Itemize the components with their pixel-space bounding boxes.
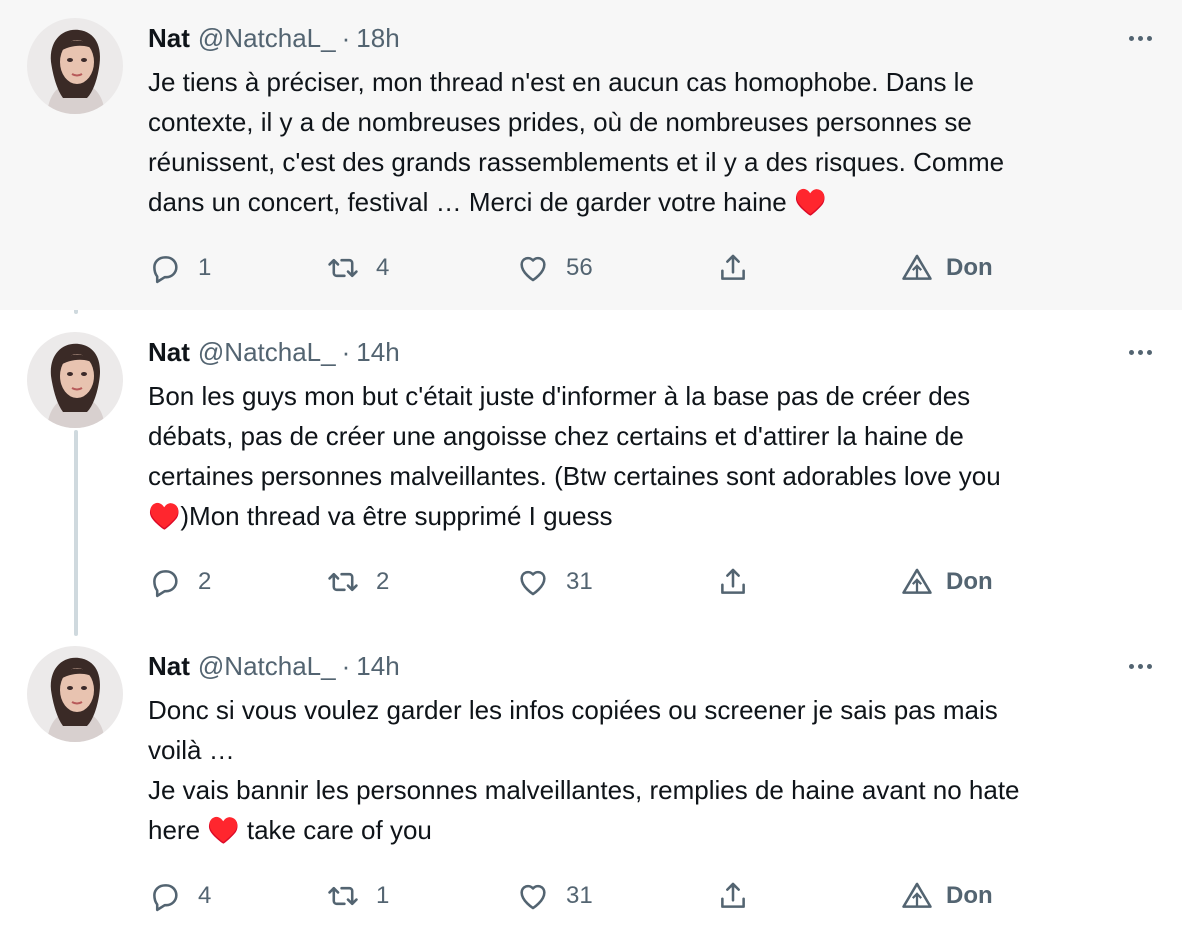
heart-emoji: ♥️: [207, 815, 240, 845]
tweet-text-line: Je vais bannir les personnes malveillantes, remplies de haine avant no hate: [148, 775, 1020, 805]
more-options-button[interactable]: [1120, 26, 1160, 50]
analytics-label: Don: [946, 882, 993, 909]
user-handle[interactable]: @NatchaL_: [197, 337, 336, 367]
share-icon: [716, 565, 750, 599]
share-icon: [716, 251, 750, 285]
more-options-button[interactable]: [1120, 654, 1160, 678]
display-name[interactable]: Nat: [148, 337, 190, 367]
reply-count: 4: [198, 882, 212, 909]
more-options-button[interactable]: [1120, 340, 1160, 364]
heart-emoji: ♥️: [148, 501, 181, 531]
share-button[interactable]: [716, 562, 750, 602]
tweet-text-line: voilà …: [148, 735, 235, 765]
tweet-actions: [148, 876, 1028, 916]
tweet-actions: [148, 562, 1028, 602]
analytics-label: Don: [946, 568, 993, 595]
tweet[interactable]: [0, 0, 1182, 310]
timestamp[interactable]: 14h: [356, 651, 400, 681]
share-icon: [716, 879, 750, 913]
separator: ·: [341, 337, 351, 367]
tweet[interactable]: [0, 310, 1182, 624]
reply-button[interactable]: [148, 562, 211, 602]
separator: ·: [341, 23, 351, 53]
tweet-text-line: Je tiens à préciser, mon thread n'est en aucun cas homophobe. Dans le: [148, 67, 974, 97]
tweet-header: [148, 336, 400, 368]
more-dot: [1147, 664, 1152, 669]
analytics-button[interactable]: [900, 248, 993, 288]
share-button[interactable]: [716, 248, 750, 288]
reply-count: 1: [198, 254, 212, 281]
tweet-text: [148, 62, 1168, 222]
analytics-label: Don: [946, 254, 993, 281]
like-count: 31: [566, 568, 593, 595]
more-dot: [1147, 350, 1152, 355]
tweet-text-line: réunissent, c'est des grands rassemblements et il y a des risques. Comme: [148, 147, 1005, 177]
more-horizontal-icon: [1129, 664, 1134, 669]
share-button[interactable]: [716, 876, 750, 916]
retweet-button[interactable]: [326, 876, 389, 916]
retweet-count: 1: [376, 882, 390, 909]
reply-icon: [148, 565, 182, 599]
more-dot: [1138, 664, 1143, 669]
more-dot: [1147, 36, 1152, 41]
tweet-text: [148, 690, 1168, 850]
analytics-button[interactable]: [900, 562, 993, 602]
timestamp[interactable]: 14h: [356, 337, 400, 367]
reply-button[interactable]: [148, 876, 211, 916]
retweet-count: 2: [376, 568, 390, 595]
tweet-header: [148, 22, 400, 54]
heart-icon: [516, 879, 550, 913]
tweet-text-line: here ♥️ take care of you: [148, 815, 432, 845]
tweet-text-line: débats, pas de créer une angoisse chez certains et d'attirer la haine de: [148, 421, 964, 451]
display-name[interactable]: Nat: [148, 23, 190, 53]
like-count: 31: [566, 882, 593, 909]
avatar[interactable]: [27, 332, 123, 428]
reply-icon: [148, 879, 182, 913]
tweet-text-line: Donc si vous voulez garder les infos copiées ou screener je sais pas mais: [148, 695, 998, 725]
tweet-text-line: certaines personnes malveillantes. (Btw certaines sont adorables love you: [148, 461, 1001, 491]
user-handle[interactable]: @NatchaL_: [197, 651, 336, 681]
tweet-text-line: ♥️)Mon thread va être supprimé I guess: [148, 501, 613, 531]
tweet-header: [148, 650, 400, 682]
avatar[interactable]: [27, 646, 123, 742]
reply-button[interactable]: [148, 248, 211, 288]
analytics-icon: [900, 879, 934, 913]
analytics-button[interactable]: [900, 876, 993, 916]
like-button[interactable]: [516, 562, 593, 602]
tweet-text-line: dans un concert, festival … Merci de garder votre haine ♥️: [148, 187, 827, 217]
like-button[interactable]: [516, 248, 593, 288]
tweet-actions: [148, 248, 1028, 288]
separator: ·: [341, 651, 351, 681]
more-dot: [1138, 350, 1143, 355]
like-button[interactable]: [516, 876, 593, 916]
more-dot: [1138, 36, 1143, 41]
retweet-button[interactable]: [326, 248, 389, 288]
retweet-icon: [326, 879, 360, 913]
retweet-count: 4: [376, 254, 390, 281]
tweet-text-line: contexte, il y a de nombreuses prides, où de nombreuses personnes se: [148, 107, 972, 137]
display-name[interactable]: Nat: [148, 651, 190, 681]
more-horizontal-icon: [1129, 350, 1134, 355]
heart-icon: [516, 251, 550, 285]
tweet-text-line: Bon les guys mon but c'était juste d'informer à la base pas de créer des: [148, 381, 971, 411]
reply-count: 2: [198, 568, 212, 595]
timestamp[interactable]: 18h: [356, 23, 400, 53]
user-handle[interactable]: @NatchaL_: [197, 23, 336, 53]
more-horizontal-icon: [1129, 36, 1134, 41]
heart-icon: [516, 565, 550, 599]
tweet-text: [148, 376, 1168, 536]
retweet-icon: [326, 565, 360, 599]
analytics-icon: [900, 565, 934, 599]
analytics-icon: [900, 251, 934, 285]
reply-icon: [148, 251, 182, 285]
retweet-icon: [326, 251, 360, 285]
retweet-button[interactable]: [326, 562, 389, 602]
avatar[interactable]: [27, 18, 123, 114]
like-count: 56: [566, 254, 593, 281]
tweet[interactable]: [0, 624, 1182, 948]
heart-emoji: ♥️: [794, 187, 827, 217]
